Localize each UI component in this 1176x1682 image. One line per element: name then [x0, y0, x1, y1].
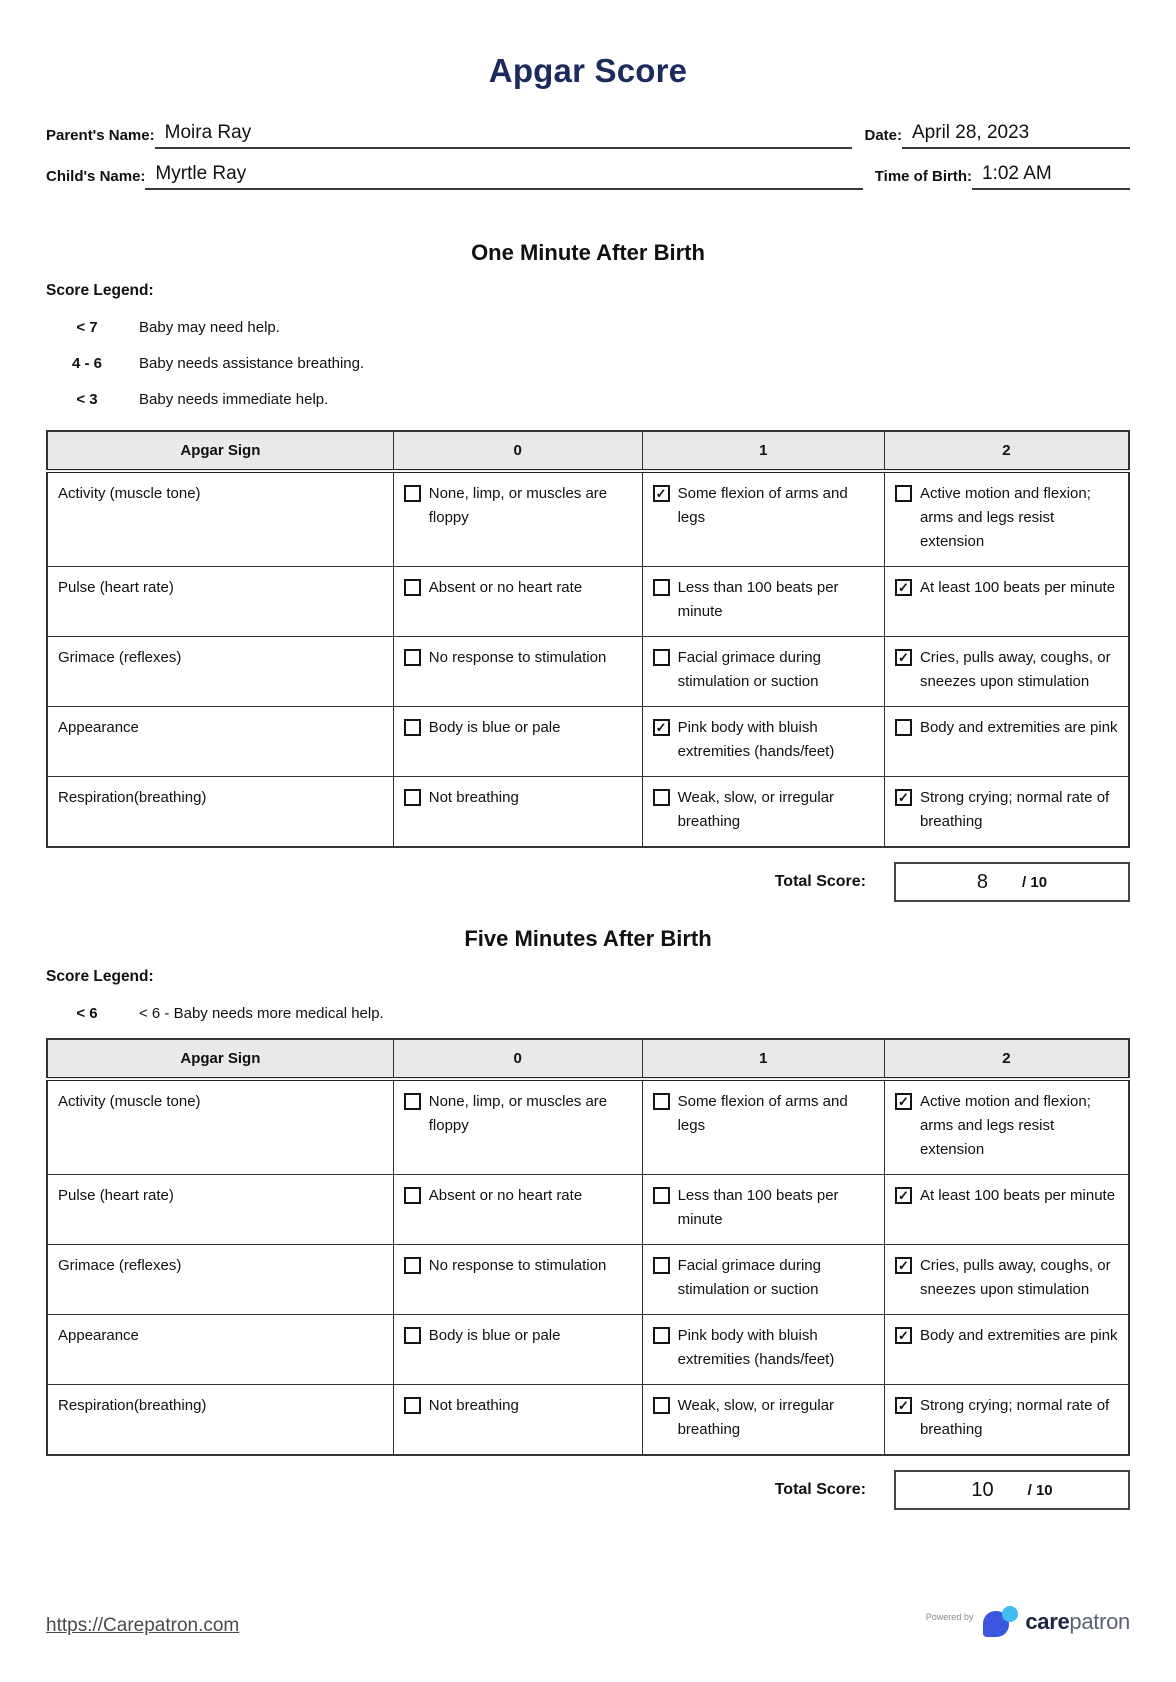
score-option-0[interactable]: [404, 716, 634, 740]
total-score-label: Total Score:: [774, 873, 866, 890]
table-row: [47, 707, 1129, 777]
total-score-field[interactable]: [894, 1470, 1130, 1510]
option-label: Strong crying; normal rate of breathing: [919, 1397, 1110, 1438]
legend-text: < 6 - Baby needs more medical help.: [139, 1005, 384, 1022]
option-label: No response to stimulation: [428, 1257, 607, 1274]
option-label: None, limp, or muscles are floppy: [428, 1093, 608, 1134]
option-label: Absent or no heart rate: [428, 579, 583, 596]
apgar-sign-label: Grimace (reflexes): [47, 1245, 393, 1315]
child-name-field[interactable]: Myrtle Ray: [145, 163, 862, 190]
checkbox-icon[interactable]: [653, 1187, 670, 1204]
date-field[interactable]: April 28, 2023: [902, 122, 1130, 149]
option-label: Active motion and flexion; arms and legs resist extension: [919, 485, 1091, 550]
score-option-2[interactable]: [895, 1090, 1120, 1162]
option-label: Body and extremities are pink: [919, 719, 1118, 736]
column-header-1: 1: [642, 431, 884, 471]
time-of-birth-field[interactable]: 1:02 AM: [972, 163, 1130, 190]
score-option-1[interactable]: [653, 576, 876, 624]
score-option-0[interactable]: [404, 482, 634, 530]
apgar-sign-label: Respiration(breathing): [47, 777, 393, 848]
score-option-1[interactable]: [653, 786, 876, 834]
checkbox-icon[interactable]: [653, 579, 670, 596]
table-row: [47, 1245, 1129, 1315]
option-label: Body and extremities are pink: [919, 1327, 1118, 1344]
apgar-sign-label: Appearance: [47, 707, 393, 777]
checkbox-icon[interactable]: ✓: [895, 1257, 912, 1274]
column-header-0: 0: [393, 1039, 642, 1079]
score-option-1[interactable]: [653, 646, 876, 694]
option-label: Body is blue or pale: [428, 719, 561, 736]
checkbox-icon[interactable]: [404, 1187, 421, 1204]
parent-name-label: Parent's Name:: [46, 127, 155, 144]
checkbox-icon[interactable]: ✓: [895, 649, 912, 666]
option-label: Not breathing: [428, 1397, 519, 1414]
score-option-2[interactable]: [895, 716, 1120, 740]
option-label: Absent or no heart rate: [428, 1187, 583, 1204]
score-option-1[interactable]: [653, 482, 876, 530]
total-score-value: 10: [971, 1478, 994, 1501]
section-heading: Five Minutes After Birth: [464, 926, 712, 951]
score-option-0[interactable]: [404, 1090, 634, 1138]
footer: [46, 1606, 1130, 1637]
checkbox-icon[interactable]: ✓: [653, 485, 670, 502]
checkbox-icon[interactable]: [404, 649, 421, 666]
checkbox-icon[interactable]: ✓: [895, 1093, 912, 1110]
option-label: Less than 100 beats per minute: [677, 579, 839, 620]
option-label: Facial grimace during stimulation or suction: [677, 649, 821, 690]
score-option-2[interactable]: [895, 1184, 1120, 1208]
score-option-0[interactable]: [404, 646, 634, 670]
brand-text-bold: care: [1025, 1608, 1070, 1634]
legend-item: [46, 1005, 1130, 1022]
date-label: Date:: [864, 127, 902, 144]
option-label: Active motion and flexion; arms and legs resist extension: [919, 1093, 1091, 1158]
option-label: Cries, pulls away, coughs, or sneezes upon stimulation: [919, 649, 1111, 690]
table-header-row: [47, 1039, 1129, 1079]
score-option-2[interactable]: [895, 1254, 1120, 1302]
total-score-field[interactable]: [894, 862, 1130, 902]
table-row: [47, 1079, 1129, 1175]
apgar-sign-label: Appearance: [47, 1315, 393, 1385]
apgar-sign-label: Pulse (heart rate): [47, 1175, 393, 1245]
brand-block: [926, 1606, 1130, 1637]
option-label: Some flexion of arms and legs: [677, 1093, 848, 1134]
parent-name-field[interactable]: Moira Ray: [155, 122, 853, 149]
total-score-max: / 10: [1022, 873, 1048, 891]
carepatron-link[interactable]: https://Carepatron.com: [46, 1615, 240, 1636]
score-option-2[interactable]: [895, 646, 1120, 694]
column-header-0: 0: [393, 431, 642, 471]
score-option-2[interactable]: [895, 576, 1120, 600]
option-label: None, limp, or muscles are floppy: [428, 485, 608, 526]
legend-item: [46, 319, 1130, 336]
carepatron-wordmark: [1025, 1609, 1130, 1635]
score-option-0[interactable]: [404, 1254, 634, 1278]
brand-text-light: patron: [1069, 1608, 1130, 1634]
score-option-0[interactable]: [404, 576, 634, 600]
option-label: Strong crying; normal rate of breathing: [919, 789, 1110, 830]
legend-text: Baby may need help.: [139, 319, 280, 336]
score-option-2[interactable]: [895, 1324, 1120, 1348]
table-row: [47, 1385, 1129, 1456]
powered-by-label: Powered by: [925, 1611, 974, 1622]
option-label: Cries, pulls away, coughs, or sneezes upon stimulation: [919, 1257, 1111, 1298]
total-score-label: Total Score:: [774, 1481, 866, 1498]
section-one-minute: [46, 240, 1130, 902]
checkbox-icon[interactable]: [653, 1397, 670, 1414]
option-label: Less than 100 beats per minute: [677, 1187, 839, 1228]
legend-text: Baby needs assistance breathing.: [139, 355, 365, 372]
apgar-table-five-minutes: [46, 1038, 1130, 1456]
table-row: [47, 567, 1129, 637]
score-option-1[interactable]: [653, 716, 876, 764]
option-label: Facial grimace during stimulation or suction: [677, 1257, 821, 1298]
legend-key: < 7: [76, 319, 98, 336]
checkbox-icon[interactable]: [653, 789, 670, 806]
column-header-2: 2: [884, 431, 1129, 471]
score-option-1[interactable]: [653, 1090, 876, 1138]
option-label: Some flexion of arms and legs: [677, 485, 848, 526]
apgar-sign-label: Grimace (reflexes): [47, 637, 393, 707]
score-legend-title: Score Legend:: [46, 282, 154, 299]
column-header-sign: Apgar Sign: [47, 431, 393, 471]
checkbox-icon[interactable]: [404, 1327, 421, 1344]
checkbox-icon[interactable]: [404, 485, 421, 502]
score-option-1[interactable]: [653, 1324, 876, 1372]
apgar-sign-label: Pulse (heart rate): [47, 567, 393, 637]
option-label: At least 100 beats per minute: [919, 1187, 1116, 1204]
carepatron-logo-icon: [983, 1606, 1020, 1637]
child-name-row: [46, 163, 1130, 190]
checkbox-icon[interactable]: [404, 719, 421, 736]
column-header-1: 1: [642, 1039, 884, 1079]
checkbox-icon[interactable]: [653, 1257, 670, 1274]
table-row: [47, 471, 1129, 567]
checkbox-icon[interactable]: [653, 649, 670, 666]
score-option-0[interactable]: [404, 1324, 634, 1348]
apgar-sign-label: Activity (muscle tone): [47, 1079, 393, 1175]
apgar-sign-label: Activity (muscle tone): [47, 471, 393, 567]
table-row: [47, 777, 1129, 848]
parent-name-row: [46, 122, 1130, 149]
checkbox-icon[interactable]: [404, 579, 421, 596]
checkbox-icon[interactable]: [404, 1257, 421, 1274]
document-page: [0, 52, 1176, 1677]
page-title: Apgar Score: [488, 52, 688, 89]
checkbox-icon[interactable]: ✓: [895, 1327, 912, 1344]
table-row: [47, 1175, 1129, 1245]
checkbox-icon[interactable]: [653, 1327, 670, 1344]
legend-item: [46, 391, 1130, 408]
score-option-0[interactable]: [404, 1184, 634, 1208]
apgar-table-one-minute: [46, 430, 1130, 848]
apgar-sign-label: Respiration(breathing): [47, 1385, 393, 1456]
checkbox-icon[interactable]: [895, 485, 912, 502]
score-option-0[interactable]: [404, 1394, 634, 1418]
score-legend-title: Score Legend:: [46, 968, 154, 985]
checkbox-icon[interactable]: [404, 1397, 421, 1414]
checkbox-icon[interactable]: [404, 789, 421, 806]
checkbox-icon[interactable]: ✓: [895, 789, 912, 806]
legend-text: Baby needs immediate help.: [139, 391, 329, 408]
option-label: Weak, slow, or irregular breathing: [677, 1397, 835, 1438]
legend-key: 4 - 6: [71, 355, 102, 372]
table-row: [47, 637, 1129, 707]
score-option-1[interactable]: [653, 1184, 876, 1232]
score-option-1[interactable]: [653, 1394, 876, 1442]
total-score-value: 8: [976, 870, 989, 893]
column-header-2: 2: [884, 1039, 1129, 1079]
option-label: No response to stimulation: [428, 649, 607, 666]
legend-key: < 6: [76, 1005, 98, 1022]
score-option-2[interactable]: [895, 786, 1120, 834]
total-score-row: [46, 1470, 1130, 1510]
option-label: Pink body with bluish extremities (hands/feet): [677, 1327, 835, 1368]
time-of-birth-label: Time of Birth:: [874, 168, 972, 185]
checkbox-icon[interactable]: ✓: [653, 719, 670, 736]
score-option-1[interactable]: [653, 1254, 876, 1302]
checkbox-icon[interactable]: [653, 1093, 670, 1110]
section-heading: One Minute After Birth: [471, 240, 705, 265]
checkbox-icon[interactable]: [895, 719, 912, 736]
table-header-row: [47, 431, 1129, 471]
option-label: Pink body with bluish extremities (hands/feet): [677, 719, 835, 760]
column-header-sign: Apgar Sign: [47, 1039, 393, 1079]
option-label: Body is blue or pale: [428, 1327, 561, 1344]
total-score-max: / 10: [1027, 1481, 1053, 1499]
option-label: At least 100 beats per minute: [919, 579, 1116, 596]
table-row: [47, 1315, 1129, 1385]
score-option-0[interactable]: [404, 786, 634, 810]
section-five-minutes: [46, 926, 1130, 1510]
checkbox-icon[interactable]: ✓: [895, 579, 912, 596]
option-label: Weak, slow, or irregular breathing: [677, 789, 835, 830]
child-name-label: Child's Name:: [46, 168, 146, 185]
checkbox-icon[interactable]: ✓: [895, 1397, 912, 1414]
total-score-row: [46, 862, 1130, 902]
legend-key: < 3: [76, 391, 98, 408]
legend-item: [46, 355, 1130, 372]
score-option-2[interactable]: [895, 1394, 1120, 1442]
checkbox-icon[interactable]: [404, 1093, 421, 1110]
option-label: Not breathing: [428, 789, 519, 806]
checkbox-icon[interactable]: ✓: [895, 1187, 912, 1204]
patient-info-form: [46, 122, 1130, 190]
score-option-2[interactable]: [895, 482, 1120, 554]
